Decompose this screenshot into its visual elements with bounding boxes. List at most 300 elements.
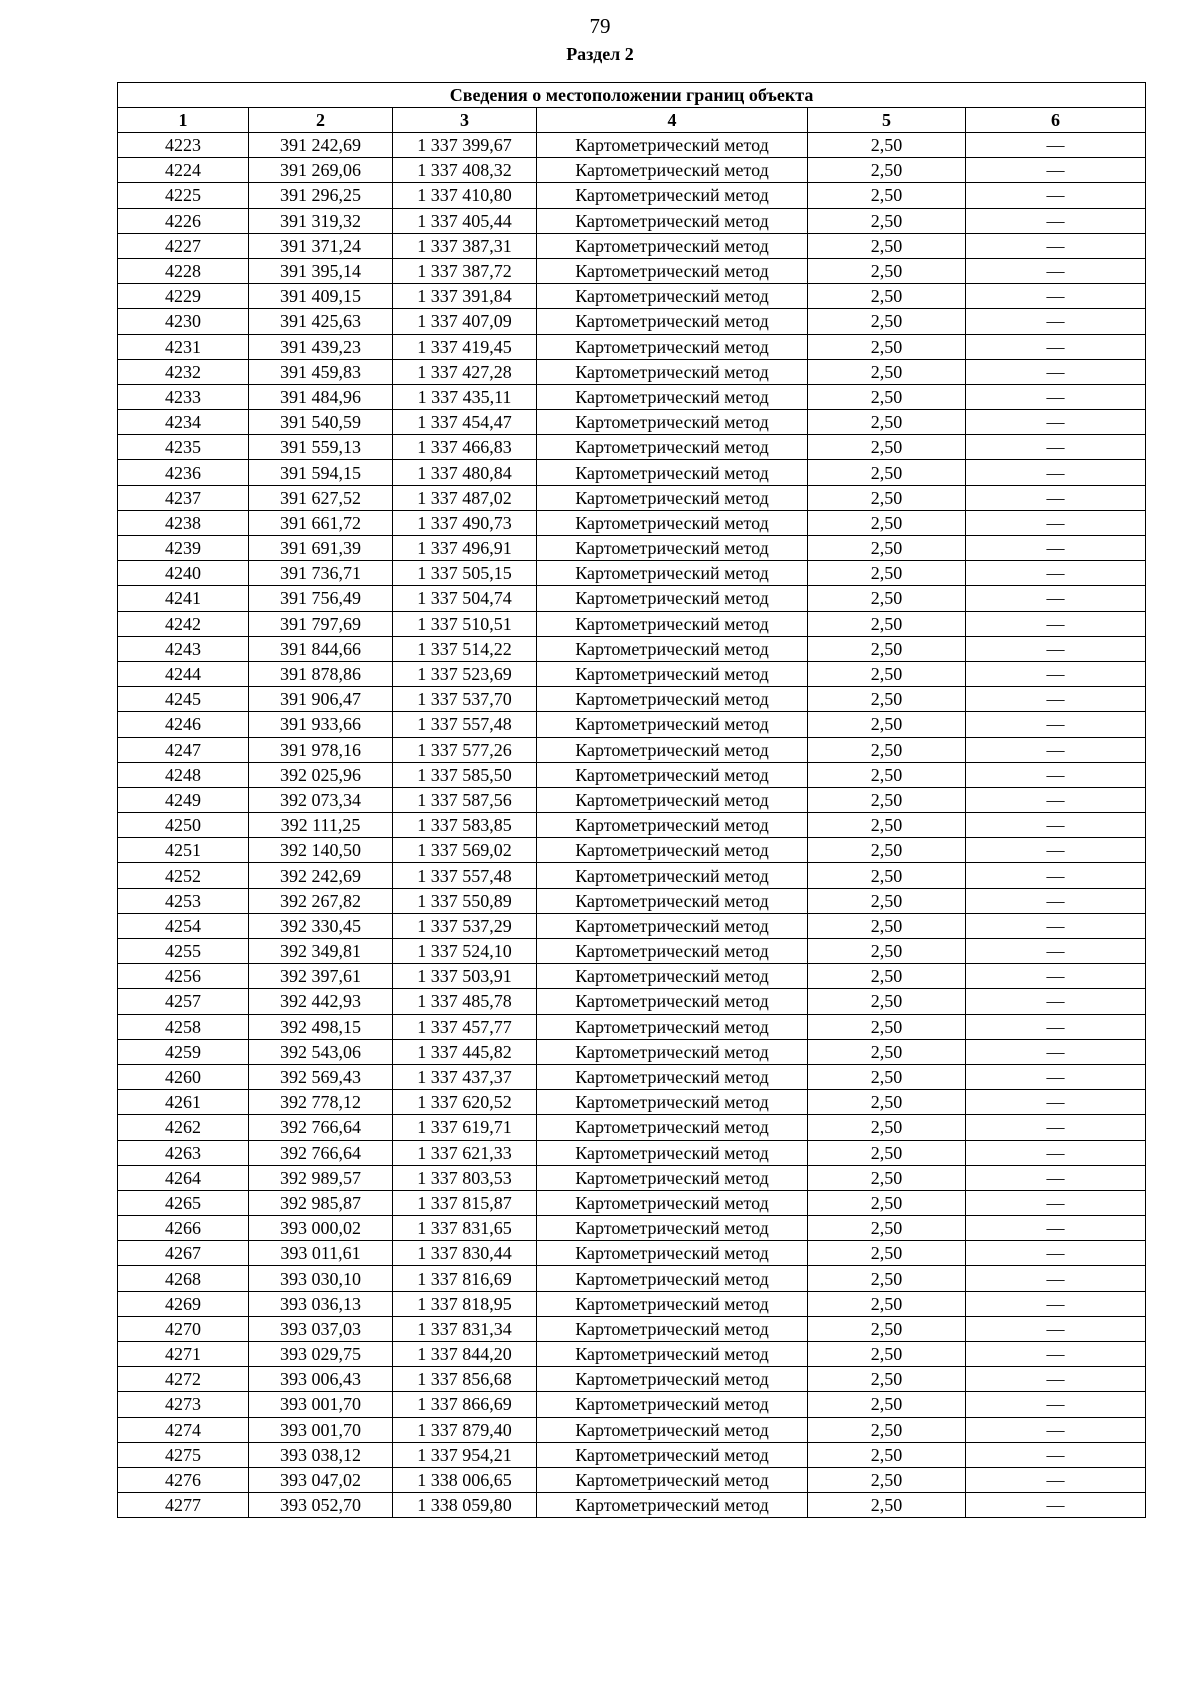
table-row <box>118 661 1146 686</box>
table-row <box>118 561 1146 586</box>
accuracy-cell: 2,50 <box>808 1140 966 1165</box>
note-cell: — <box>966 712 1146 737</box>
note-cell: — <box>966 208 1146 233</box>
y-coordinate-cell: 1 337 391,84 <box>393 284 537 309</box>
method-cell: Картометрический метод <box>537 485 808 510</box>
accuracy-cell: 2,50 <box>808 1493 966 1518</box>
note-cell: — <box>966 939 1146 964</box>
note-cell: — <box>966 1115 1146 1140</box>
point-number-cell: 4223 <box>118 133 249 158</box>
table-row <box>118 233 1146 258</box>
method-cell: Картометрический метод <box>537 888 808 913</box>
note-cell: — <box>966 460 1146 485</box>
x-coordinate-cell: 391 540,59 <box>249 410 393 435</box>
method-cell: Картометрический метод <box>537 1342 808 1367</box>
point-number-cell: 4242 <box>118 611 249 636</box>
method-cell: Картометрический метод <box>537 460 808 485</box>
x-coordinate-cell: 392 442,93 <box>249 989 393 1014</box>
point-number-cell: 4266 <box>118 1216 249 1241</box>
note-cell: — <box>966 1442 1146 1467</box>
y-coordinate-cell: 1 337 585,50 <box>393 762 537 787</box>
accuracy-cell: 2,50 <box>808 1266 966 1291</box>
note-cell: — <box>966 1291 1146 1316</box>
x-coordinate-cell: 392 330,45 <box>249 913 393 938</box>
point-number-cell: 4244 <box>118 661 249 686</box>
y-coordinate-cell: 1 337 480,84 <box>393 460 537 485</box>
accuracy-cell: 2,50 <box>808 510 966 535</box>
section-title: Раздел 2 <box>566 44 634 64</box>
method-cell: Картометрический метод <box>537 661 808 686</box>
x-coordinate-cell: 392 778,12 <box>249 1090 393 1115</box>
note-cell: — <box>966 762 1146 787</box>
x-coordinate-cell: 392 543,06 <box>249 1039 393 1064</box>
point-number-cell: 4243 <box>118 636 249 661</box>
point-number-cell: 4276 <box>118 1467 249 1492</box>
method-cell: Картометрический метод <box>537 208 808 233</box>
x-coordinate-cell: 393 038,12 <box>249 1442 393 1467</box>
x-coordinate-cell: 391 425,63 <box>249 309 393 334</box>
column-header: 4 <box>537 108 808 133</box>
point-number-cell: 4275 <box>118 1442 249 1467</box>
point-number-cell: 4253 <box>118 888 249 913</box>
x-coordinate-cell: 392 025,96 <box>249 762 393 787</box>
column-header: 1 <box>118 108 249 133</box>
accuracy-cell: 2,50 <box>808 838 966 863</box>
method-cell: Картометрический метод <box>537 536 808 561</box>
table-row <box>118 1367 1146 1392</box>
y-coordinate-cell: 1 337 410,80 <box>393 183 537 208</box>
table-row <box>118 1392 1146 1417</box>
accuracy-cell: 2,50 <box>808 359 966 384</box>
x-coordinate-cell: 393 047,02 <box>249 1467 393 1492</box>
point-number-cell: 4256 <box>118 964 249 989</box>
y-coordinate-cell: 1 337 496,91 <box>393 536 537 561</box>
point-number-cell: 4238 <box>118 510 249 535</box>
method-cell: Картометрический метод <box>537 611 808 636</box>
table-row <box>118 687 1146 712</box>
note-cell: — <box>966 258 1146 283</box>
note-cell: — <box>966 158 1146 183</box>
y-coordinate-cell: 1 337 399,67 <box>393 133 537 158</box>
y-coordinate-cell: 1 337 818,95 <box>393 1291 537 1316</box>
method-cell: Картометрический метод <box>537 1014 808 1039</box>
table-row <box>118 586 1146 611</box>
table-row <box>118 1115 1146 1140</box>
y-coordinate-cell: 1 337 408,32 <box>393 158 537 183</box>
note-cell: — <box>966 233 1146 258</box>
note-cell: — <box>966 1316 1146 1341</box>
table-row <box>118 1442 1146 1467</box>
point-number-cell: 4239 <box>118 536 249 561</box>
point-number-cell: 4236 <box>118 460 249 485</box>
note-cell: — <box>966 888 1146 913</box>
note-cell: — <box>966 964 1146 989</box>
y-coordinate-cell: 1 337 407,09 <box>393 309 537 334</box>
method-cell: Картометрический метод <box>537 1165 808 1190</box>
y-coordinate-cell: 1 337 419,45 <box>393 334 537 359</box>
method-cell: Картометрический метод <box>537 838 808 863</box>
method-cell: Картометрический метод <box>537 863 808 888</box>
y-coordinate-cell: 1 338 006,65 <box>393 1467 537 1492</box>
note-cell: — <box>966 737 1146 762</box>
accuracy-cell: 2,50 <box>808 258 966 283</box>
method-cell: Картометрический метод <box>537 989 808 1014</box>
note-cell: — <box>966 1467 1146 1492</box>
note-cell: — <box>966 410 1146 435</box>
note-cell: — <box>966 561 1146 586</box>
point-number-cell: 4268 <box>118 1266 249 1291</box>
x-coordinate-cell: 392 766,64 <box>249 1140 393 1165</box>
table-row <box>118 1014 1146 1039</box>
accuracy-cell: 2,50 <box>808 636 966 661</box>
point-number-cell: 4232 <box>118 359 249 384</box>
note-cell: — <box>966 1266 1146 1291</box>
y-coordinate-cell: 1 337 437,37 <box>393 1064 537 1089</box>
point-number-cell: 4247 <box>118 737 249 762</box>
y-coordinate-cell: 1 337 866,69 <box>393 1392 537 1417</box>
y-coordinate-cell: 1 337 569,02 <box>393 838 537 863</box>
point-number-cell: 4254 <box>118 913 249 938</box>
table-row <box>118 334 1146 359</box>
table-row <box>118 939 1146 964</box>
method-cell: Картометрический метод <box>537 737 808 762</box>
method-cell: Картометрический метод <box>537 309 808 334</box>
table-row <box>118 435 1146 460</box>
table-row <box>118 964 1146 989</box>
y-coordinate-cell: 1 337 505,15 <box>393 561 537 586</box>
y-coordinate-cell: 1 337 621,33 <box>393 1140 537 1165</box>
x-coordinate-cell: 391 978,16 <box>249 737 393 762</box>
y-coordinate-cell: 1 337 454,47 <box>393 410 537 435</box>
x-coordinate-cell: 392 766,64 <box>249 1115 393 1140</box>
point-number-cell: 4248 <box>118 762 249 787</box>
accuracy-cell: 2,50 <box>808 536 966 561</box>
point-number-cell: 4251 <box>118 838 249 863</box>
accuracy-cell: 2,50 <box>808 1467 966 1492</box>
accuracy-cell: 2,50 <box>808 712 966 737</box>
table-row <box>118 712 1146 737</box>
method-cell: Картометрический метод <box>537 813 808 838</box>
method-cell: Картометрический метод <box>537 687 808 712</box>
note-cell: — <box>966 787 1146 812</box>
method-cell: Картометрический метод <box>537 1442 808 1467</box>
point-number-cell: 4261 <box>118 1090 249 1115</box>
table-row <box>118 1417 1146 1442</box>
x-coordinate-cell: 391 242,69 <box>249 133 393 158</box>
table-row <box>118 888 1146 913</box>
method-cell: Картометрический метод <box>537 762 808 787</box>
x-coordinate-cell: 391 559,13 <box>249 435 393 460</box>
y-coordinate-cell: 1 337 537,29 <box>393 913 537 938</box>
y-coordinate-cell: 1 337 954,21 <box>393 1442 537 1467</box>
y-coordinate-cell: 1 337 490,73 <box>393 510 537 535</box>
y-coordinate-cell: 1 337 504,74 <box>393 586 537 611</box>
x-coordinate-cell: 391 459,83 <box>249 359 393 384</box>
table-row <box>118 1342 1146 1367</box>
x-coordinate-cell: 391 319,32 <box>249 208 393 233</box>
y-coordinate-cell: 1 337 831,65 <box>393 1216 537 1241</box>
method-cell: Картометрический метод <box>537 233 808 258</box>
column-header: 6 <box>966 108 1146 133</box>
note-cell: — <box>966 1241 1146 1266</box>
note-cell: — <box>966 1064 1146 1089</box>
method-cell: Картометрический метод <box>537 334 808 359</box>
y-coordinate-cell: 1 337 387,72 <box>393 258 537 283</box>
note-cell: — <box>966 1090 1146 1115</box>
method-cell: Картометрический метод <box>537 1493 808 1518</box>
method-cell: Картометрический метод <box>537 1115 808 1140</box>
accuracy-cell: 2,50 <box>808 1291 966 1316</box>
y-coordinate-cell: 1 337 879,40 <box>393 1417 537 1442</box>
x-coordinate-cell: 391 395,14 <box>249 258 393 283</box>
table-row <box>118 1493 1146 1518</box>
x-coordinate-cell: 391 484,96 <box>249 384 393 409</box>
point-number-cell: 4228 <box>118 258 249 283</box>
method-cell: Картометрический метод <box>537 258 808 283</box>
table-row <box>118 863 1146 888</box>
note-cell: — <box>966 1140 1146 1165</box>
y-coordinate-cell: 1 337 487,02 <box>393 485 537 510</box>
y-coordinate-cell: 1 337 537,70 <box>393 687 537 712</box>
note-cell: — <box>966 838 1146 863</box>
method-cell: Картометрический метод <box>537 1467 808 1492</box>
y-coordinate-cell: 1 337 445,82 <box>393 1039 537 1064</box>
accuracy-cell: 2,50 <box>808 208 966 233</box>
point-number-cell: 4245 <box>118 687 249 712</box>
point-number-cell: 4234 <box>118 410 249 435</box>
point-number-cell: 4258 <box>118 1014 249 1039</box>
x-coordinate-cell: 393 011,61 <box>249 1241 393 1266</box>
accuracy-cell: 2,50 <box>808 1115 966 1140</box>
accuracy-cell: 2,50 <box>808 384 966 409</box>
accuracy-cell: 2,50 <box>808 737 966 762</box>
y-coordinate-cell: 1 337 803,53 <box>393 1165 537 1190</box>
table-row <box>118 208 1146 233</box>
y-coordinate-cell: 1 338 059,80 <box>393 1493 537 1518</box>
accuracy-cell: 2,50 <box>808 561 966 586</box>
table-row <box>118 1216 1146 1241</box>
table-row <box>118 989 1146 1014</box>
point-number-cell: 4262 <box>118 1115 249 1140</box>
point-number-cell: 4246 <box>118 712 249 737</box>
point-number-cell: 4270 <box>118 1316 249 1341</box>
y-coordinate-cell: 1 337 583,85 <box>393 813 537 838</box>
accuracy-cell: 2,50 <box>808 309 966 334</box>
method-cell: Картометрический метод <box>537 158 808 183</box>
accuracy-cell: 2,50 <box>808 1014 966 1039</box>
note-cell: — <box>966 1165 1146 1190</box>
note-cell: — <box>966 334 1146 359</box>
accuracy-cell: 2,50 <box>808 1190 966 1215</box>
accuracy-cell: 2,50 <box>808 284 966 309</box>
y-coordinate-cell: 1 337 587,56 <box>393 787 537 812</box>
method-cell: Картометрический метод <box>537 435 808 460</box>
x-coordinate-cell: 393 001,70 <box>249 1392 393 1417</box>
accuracy-cell: 2,50 <box>808 586 966 611</box>
x-coordinate-cell: 392 349,81 <box>249 939 393 964</box>
table-row <box>118 762 1146 787</box>
table-row <box>118 536 1146 561</box>
method-cell: Картометрический метод <box>537 1140 808 1165</box>
column-header-row <box>118 108 1146 133</box>
x-coordinate-cell: 392 111,25 <box>249 813 393 838</box>
point-number-cell: 4224 <box>118 158 249 183</box>
table-row <box>118 384 1146 409</box>
x-coordinate-cell: 391 797,69 <box>249 611 393 636</box>
x-coordinate-cell: 393 052,70 <box>249 1493 393 1518</box>
note-cell: — <box>966 586 1146 611</box>
x-coordinate-cell: 393 036,13 <box>249 1291 393 1316</box>
accuracy-cell: 2,50 <box>808 133 966 158</box>
y-coordinate-cell: 1 337 435,11 <box>393 384 537 409</box>
point-number-cell: 4231 <box>118 334 249 359</box>
method-cell: Картометрический метод <box>537 510 808 535</box>
note-cell: — <box>966 1190 1146 1215</box>
table-row <box>118 838 1146 863</box>
method-cell: Картометрический метод <box>537 964 808 989</box>
x-coordinate-cell: 392 985,87 <box>249 1190 393 1215</box>
note-cell: — <box>966 1039 1146 1064</box>
y-coordinate-cell: 1 337 577,26 <box>393 737 537 762</box>
method-cell: Картометрический метод <box>537 183 808 208</box>
accuracy-cell: 2,50 <box>808 1417 966 1442</box>
method-cell: Картометрический метод <box>537 636 808 661</box>
point-number-cell: 4226 <box>118 208 249 233</box>
table-row <box>118 410 1146 435</box>
y-coordinate-cell: 1 337 620,52 <box>393 1090 537 1115</box>
point-number-cell: 4259 <box>118 1039 249 1064</box>
x-coordinate-cell: 392 498,15 <box>249 1014 393 1039</box>
x-coordinate-cell: 392 569,43 <box>249 1064 393 1089</box>
accuracy-cell: 2,50 <box>808 888 966 913</box>
table-row <box>118 1090 1146 1115</box>
table-row <box>118 133 1146 158</box>
point-number-cell: 4274 <box>118 1417 249 1442</box>
note-cell: — <box>966 435 1146 460</box>
point-number-cell: 4225 <box>118 183 249 208</box>
accuracy-cell: 2,50 <box>808 1090 966 1115</box>
note-cell: — <box>966 359 1146 384</box>
table-row <box>118 813 1146 838</box>
x-coordinate-cell: 393 001,70 <box>249 1417 393 1442</box>
table-row <box>118 611 1146 636</box>
x-coordinate-cell: 393 029,75 <box>249 1342 393 1367</box>
point-number-cell: 4273 <box>118 1392 249 1417</box>
note-cell: — <box>966 1014 1146 1039</box>
column-header: 3 <box>393 108 537 133</box>
y-coordinate-cell: 1 337 405,44 <box>393 208 537 233</box>
method-cell: Картометрический метод <box>537 1064 808 1089</box>
point-number-cell: 4240 <box>118 561 249 586</box>
point-number-cell: 4263 <box>118 1140 249 1165</box>
accuracy-cell: 2,50 <box>808 939 966 964</box>
table-row <box>118 510 1146 535</box>
point-number-cell: 4227 <box>118 233 249 258</box>
accuracy-cell: 2,50 <box>808 1367 966 1392</box>
x-coordinate-cell: 392 242,69 <box>249 863 393 888</box>
column-header: 5 <box>808 108 966 133</box>
method-cell: Картометрический метод <box>537 284 808 309</box>
method-cell: Картометрический метод <box>537 913 808 938</box>
x-coordinate-cell: 391 409,15 <box>249 284 393 309</box>
accuracy-cell: 2,50 <box>808 1442 966 1467</box>
x-coordinate-cell: 393 006,43 <box>249 1367 393 1392</box>
note-cell: — <box>966 485 1146 510</box>
note-cell: — <box>966 1392 1146 1417</box>
method-cell: Картометрический метод <box>537 1090 808 1115</box>
table-row <box>118 359 1146 384</box>
table-row <box>118 1316 1146 1341</box>
y-coordinate-cell: 1 337 816,69 <box>393 1266 537 1291</box>
x-coordinate-cell: 391 439,23 <box>249 334 393 359</box>
x-coordinate-cell: 391 691,39 <box>249 536 393 561</box>
point-number-cell: 4230 <box>118 309 249 334</box>
x-coordinate-cell: 391 627,52 <box>249 485 393 510</box>
table-row <box>118 1467 1146 1492</box>
y-coordinate-cell: 1 337 550,89 <box>393 888 537 913</box>
y-coordinate-cell: 1 337 844,20 <box>393 1342 537 1367</box>
accuracy-cell: 2,50 <box>808 1165 966 1190</box>
method-cell: Картометрический метод <box>537 1266 808 1291</box>
x-coordinate-cell: 391 844,66 <box>249 636 393 661</box>
note-cell: — <box>966 510 1146 535</box>
table-row <box>118 258 1146 283</box>
x-coordinate-cell: 391 371,24 <box>249 233 393 258</box>
accuracy-cell: 2,50 <box>808 1039 966 1064</box>
table-row <box>118 1140 1146 1165</box>
accuracy-cell: 2,50 <box>808 1216 966 1241</box>
note-cell: — <box>966 989 1146 1014</box>
accuracy-cell: 2,50 <box>808 611 966 636</box>
point-number-cell: 4237 <box>118 485 249 510</box>
method-cell: Картометрический метод <box>537 787 808 812</box>
table-body <box>118 133 1146 1518</box>
table-row <box>118 1190 1146 1215</box>
boundary-coordinates-table <box>117 82 1146 1518</box>
x-coordinate-cell: 392 397,61 <box>249 964 393 989</box>
method-cell: Картометрический метод <box>537 1392 808 1417</box>
note-cell: — <box>966 133 1146 158</box>
method-cell: Картометрический метод <box>537 712 808 737</box>
method-cell: Картометрический метод <box>537 561 808 586</box>
accuracy-cell: 2,50 <box>808 233 966 258</box>
note-cell: — <box>966 1417 1146 1442</box>
table-row <box>118 1266 1146 1291</box>
accuracy-cell: 2,50 <box>808 334 966 359</box>
method-cell: Картометрический метод <box>537 384 808 409</box>
accuracy-cell: 2,50 <box>808 813 966 838</box>
note-cell: — <box>966 611 1146 636</box>
y-coordinate-cell: 1 337 815,87 <box>393 1190 537 1215</box>
note-cell: — <box>966 661 1146 686</box>
note-cell: — <box>966 536 1146 561</box>
y-coordinate-cell: 1 337 514,22 <box>393 636 537 661</box>
note-cell: — <box>966 309 1146 334</box>
accuracy-cell: 2,50 <box>808 1316 966 1341</box>
note-cell: — <box>966 1367 1146 1392</box>
point-number-cell: 4271 <box>118 1342 249 1367</box>
note-cell: — <box>966 813 1146 838</box>
x-coordinate-cell: 392 140,50 <box>249 838 393 863</box>
method-cell: Картометрический метод <box>537 133 808 158</box>
x-coordinate-cell: 393 030,10 <box>249 1266 393 1291</box>
accuracy-cell: 2,50 <box>808 863 966 888</box>
table-row <box>118 1291 1146 1316</box>
y-coordinate-cell: 1 337 503,91 <box>393 964 537 989</box>
x-coordinate-cell: 392 073,34 <box>249 787 393 812</box>
point-number-cell: 4277 <box>118 1493 249 1518</box>
x-coordinate-cell: 391 296,25 <box>249 183 393 208</box>
